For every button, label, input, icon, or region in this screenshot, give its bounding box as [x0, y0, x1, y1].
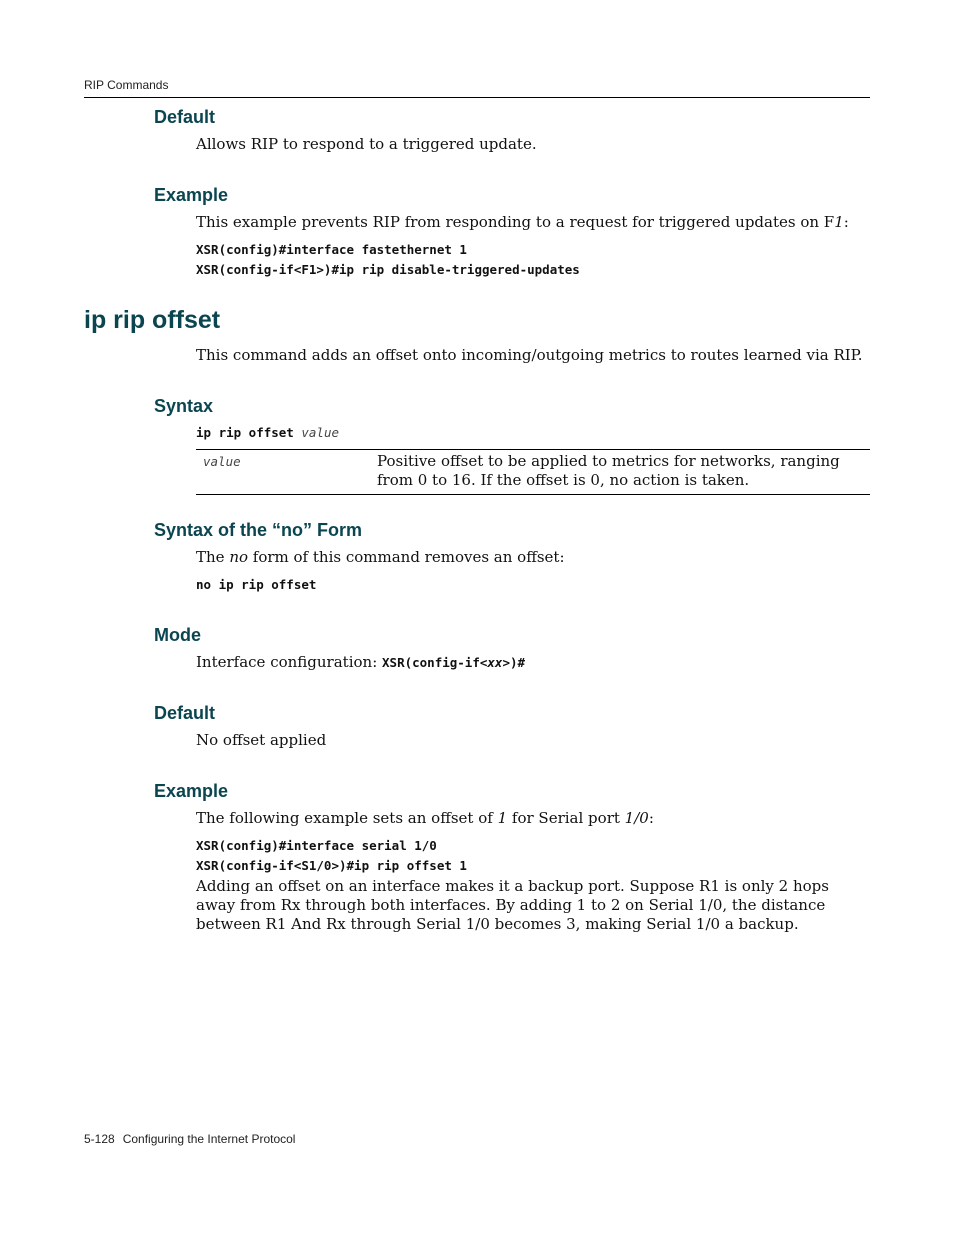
running-header: RIP Commands: [84, 78, 169, 92]
example-code-line-1: XSR(config)#interface serial 1/0: [196, 838, 437, 853]
chapter-title: Configuring the Internet Protocol: [122, 1132, 296, 1146]
default-heading: Default: [154, 703, 216, 723]
prev-example-code-line-2: XSR(config-if<F1>)#ip rip disable-triggered-updates: [196, 262, 580, 277]
header-rule: [84, 97, 870, 98]
example-heading: Example: [154, 781, 229, 801]
syntax-code: ip rip offset value: [196, 425, 340, 440]
table-row: [196, 450, 870, 495]
param-description: Positive offset to be applied to metrics for networks, ranging from 0 to 16. If the offset is 0, no action is taken.: [377, 452, 840, 489]
no-form-text: The no form of this command removes an offset:: [196, 548, 565, 566]
param-name: value: [203, 454, 241, 469]
page-number: 5-128: [84, 1132, 115, 1146]
syntax-param: value: [301, 425, 340, 440]
page-footer: [84, 1132, 295, 1146]
default-text: No offset applied: [196, 731, 327, 749]
command-description: This command adds an offset onto incoming/outgoing metrics to routes learned via RIP.: [196, 346, 863, 364]
prev-example-heading: Example: [154, 185, 229, 205]
syntax-heading: Syntax: [154, 396, 214, 416]
mode-heading: Mode: [154, 625, 201, 645]
parameter-table: [196, 449, 870, 495]
example-text: The following example sets an offset of 1 for Serial port 1/0:: [196, 809, 654, 827]
example-note: Adding an offset on an interface makes it a backup port. Suppose R1 is only 2 hops away from Rx through both interfaces. By adding 1 to 2 on Serial 1/0, the distance between R1 And Rx through Serial 1/0 becomes 3, making Serial 1/0 a backup.: [196, 877, 829, 933]
prev-default-text: Allows RIP to respond to a triggered update.: [196, 135, 537, 153]
mode-text: Interface configuration: XSR(config-if<xx>)#: [196, 653, 526, 671]
command-title: ip rip offset: [84, 306, 221, 334]
prev-default-heading: Default: [154, 107, 216, 127]
no-form-heading: Syntax of the “no” Form: [154, 520, 363, 540]
prev-example-text: This example prevents RIP from responding to a request for triggered updates on F1:: [196, 213, 849, 231]
mode-prompt: XSR(config-if<xx>)#: [382, 655, 526, 670]
example-code-line-2: XSR(config-if<S1/0>)#ip rip offset 1: [196, 858, 467, 873]
prev-example-code-line-1: XSR(config)#interface fastethernet 1: [196, 242, 467, 257]
no-form-code: no ip rip offset: [196, 577, 317, 592]
